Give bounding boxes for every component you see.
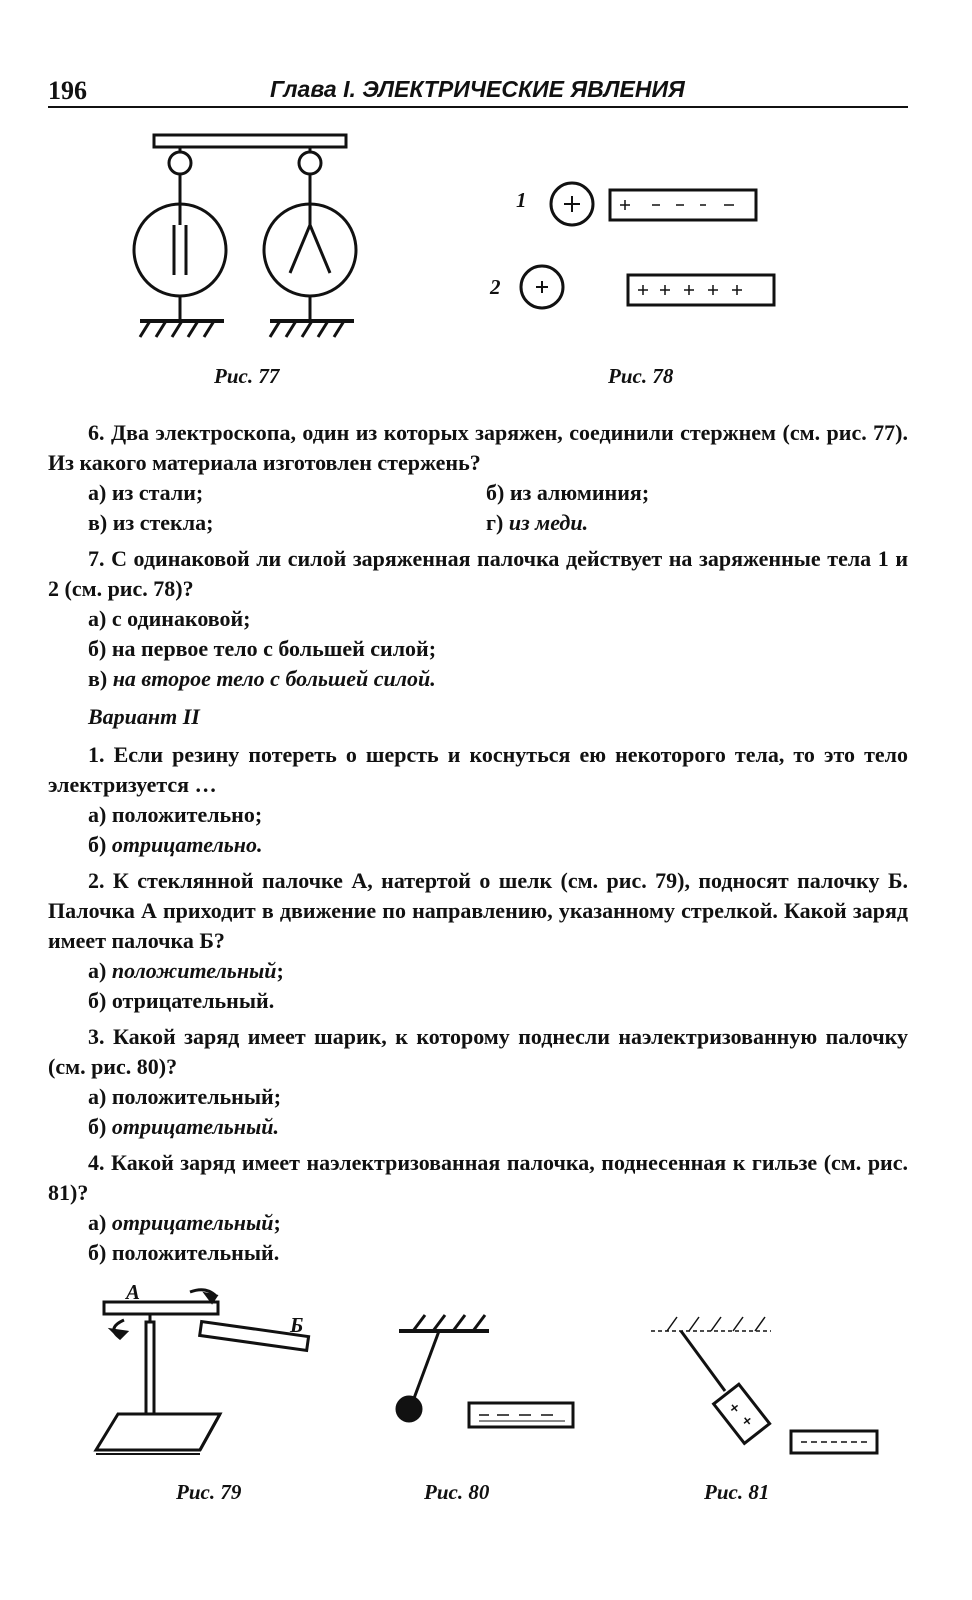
chapter-title: Глава I. ЭЛЕКТРИЧЕСКИЕ ЯВЛЕНИЯ: [270, 76, 685, 102]
figure-77: [120, 125, 380, 350]
v2-option-a-suffix: ;: [276, 958, 284, 983]
figure-81: [645, 1305, 885, 1465]
v4-option-a-suffix: ;: [273, 1210, 281, 1235]
figure-80: [385, 1305, 585, 1445]
v2-option-a-prefix: а): [88, 958, 112, 983]
v3-option-a: а) положительный;: [88, 1084, 282, 1109]
sleeve: [714, 1384, 770, 1443]
v4-option-a: [88, 1208, 908, 1238]
v3-option-b-prefix: б): [88, 1114, 112, 1139]
v2-answer: положительный: [111, 958, 277, 983]
v2-option-a: [88, 956, 908, 986]
figure-78-label-1: 1: [516, 188, 527, 212]
figure-79-label-a: А: [126, 1280, 141, 1304]
q6-option-a: а) из стали;: [88, 480, 204, 505]
ball: [397, 1397, 421, 1421]
figure-81-caption: Рис. 81: [704, 1480, 770, 1504]
q6-option-c: в) из стекла;: [88, 510, 214, 535]
q6-option-d: [486, 508, 588, 538]
figure-79: [88, 1282, 328, 1462]
figure-78-label-2: 2: [490, 275, 501, 299]
v4-option-a-prefix: а): [88, 1210, 112, 1235]
v4-text: 4. Какой заряд имеет наэлектризованная палочка, поднесенная к гильзе (см. рис. 81)?: [48, 1150, 908, 1205]
figure-77-caption: Рис. 77: [214, 364, 280, 388]
figure-79-label-b: Б: [290, 1313, 304, 1337]
charged-rod-2: [628, 275, 774, 305]
q7-option-b: б) на первое тело с большей силой;: [88, 636, 437, 661]
q6-answer: из меди.: [508, 510, 589, 535]
q7-text: 7. С одинаковой ли силой заряженная палочка действует на заряженные тела 1 и 2 (см. рис. 78)?: [48, 546, 908, 601]
q7-answer: на второе тело с большей силой.: [112, 666, 436, 691]
stand-post: [146, 1322, 154, 1414]
v2-text: 2. К стеклянной палочке А, натертой о шелк (см. рис. 79), подносят палочку Б. Палочка А приходит в движение по направлению, указанному стрелкой. Какой заряд имеет палочка Б?: [48, 868, 908, 953]
figure-79-caption: Рис. 79: [176, 1480, 242, 1504]
q6-options-row-1: [88, 478, 908, 508]
v1-option-b: [88, 830, 908, 860]
connecting-rod: [154, 135, 346, 147]
q7-option-a: а) с одинаковой;: [88, 606, 251, 631]
q7-option-c-prefix: в): [88, 666, 113, 691]
page-text: [48, 418, 908, 1268]
v1-option-a: а) положительно;: [88, 802, 263, 827]
v3-answer: отрицательный.: [111, 1114, 280, 1139]
v3-text: 3. Какой заряд имеет шарик, к которому поднесли наэлектризованную палочку (см. рис. 80)?: [48, 1024, 908, 1079]
v4-option-b: б) положительный.: [88, 1240, 280, 1265]
page-header: [48, 72, 908, 108]
electroscope-right-ball: [299, 152, 321, 174]
v2-option-b: б) отрицательный.: [88, 988, 275, 1013]
page-number: 196: [48, 76, 87, 105]
v1-text: 1. Если резину потереть о шерсть и коснуться ею некоторого тела, то это тело электризуется …: [48, 742, 908, 797]
q6-option-d-prefix: г): [486, 510, 509, 535]
variant-heading: Вариант II: [88, 704, 200, 729]
figure-78-caption: Рис. 78: [608, 364, 674, 388]
electroscope-left-ball: [169, 152, 191, 174]
q6-option-b: б) из алюминия;: [486, 480, 650, 505]
q6-text: 6. Два электроскопа, один из которых заряжен, соединили стержнем (см. рис. 77). Из какого материала изготовлен стержень?: [48, 420, 908, 475]
figure-80-caption: Рис. 80: [424, 1480, 490, 1504]
q6-options-row-2: [88, 508, 908, 538]
v1-answer: отрицательно.: [111, 832, 263, 857]
v1-option-b-prefix: б): [88, 832, 112, 857]
v3-option-b: [88, 1112, 908, 1142]
q7-option-c: [88, 664, 908, 694]
v4-answer: отрицательный: [111, 1210, 274, 1235]
rod-a: [104, 1302, 218, 1314]
